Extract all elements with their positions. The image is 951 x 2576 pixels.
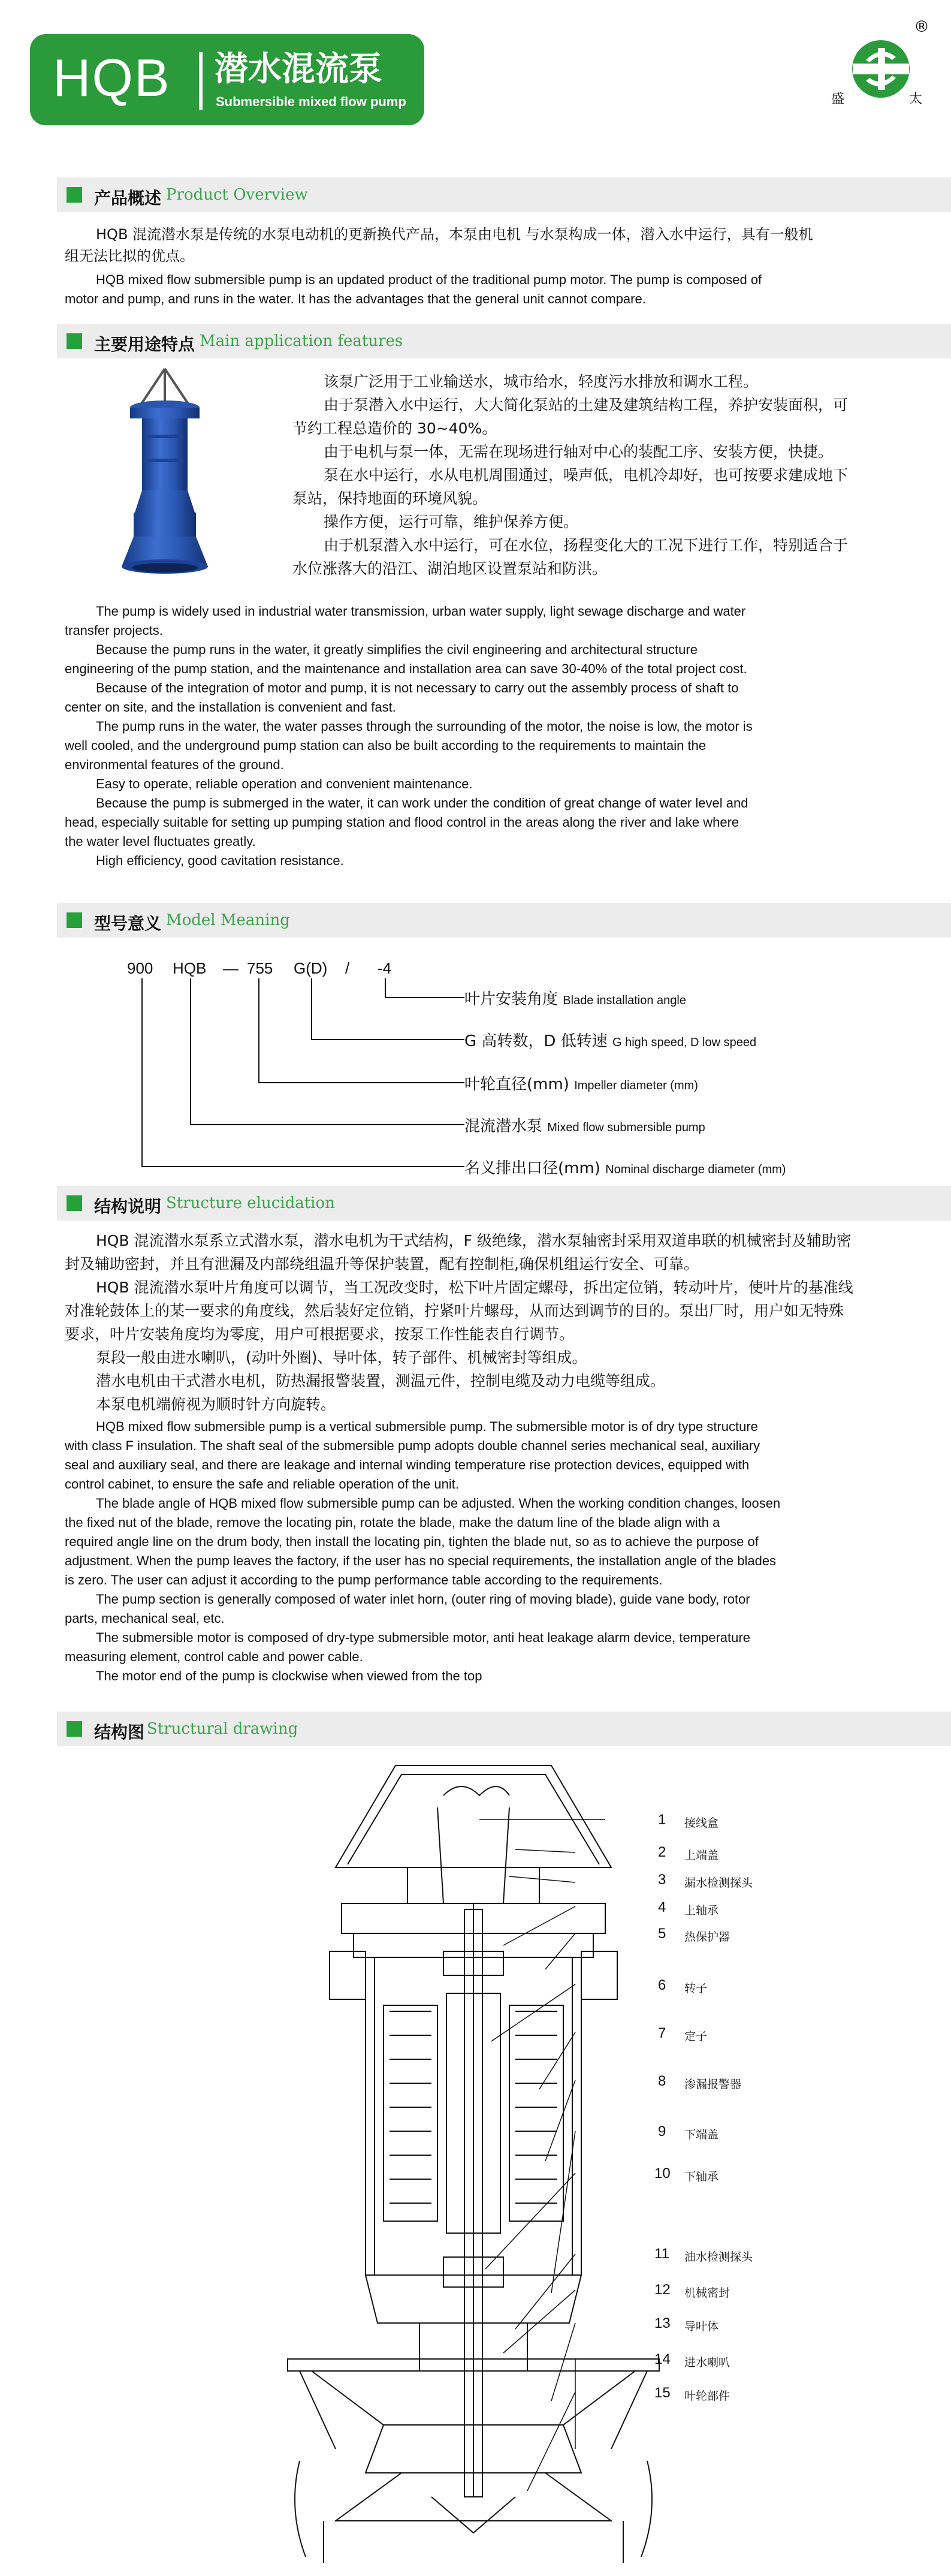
model-token-speed: G(D) xyxy=(294,959,328,977)
badge-divider xyxy=(199,52,203,110)
model-token-caliber: 900 xyxy=(127,959,153,977)
model-label-caliber-cn: 名义排出口径(mm) xyxy=(464,1159,600,1177)
structure-en-line-10: The pump section is generally composed of water inlet horn, (outer ring of moving blade), guide vane body, rotor xyxy=(96,1592,750,1607)
model-label-speed-en: G high speed, D low speed xyxy=(612,1036,757,1049)
model-label-caliber xyxy=(464,1156,786,1178)
part-number: 4 xyxy=(658,1899,666,1915)
structure-en-line-2: with class F insulation. The shaft seal of the submersible pump adopts double channel series mechanical seal, auxiliary xyxy=(65,1438,760,1453)
section-bar-structure xyxy=(57,1186,951,1221)
part-number: 12 xyxy=(654,2282,671,2298)
part-number: 8 xyxy=(658,2073,666,2089)
part-label: 下轴承 xyxy=(684,2170,719,2183)
section-title-en: Model Meaning xyxy=(166,911,290,929)
model-token-slash: / xyxy=(345,959,350,977)
model-label-type xyxy=(464,1114,705,1136)
features-en-line-2: transfer projects. xyxy=(65,623,163,638)
features-cn-line-4: 由于电机与泵一体，无需在现场进行轴对中心的装配工序、安装方便，快捷。 xyxy=(324,443,834,460)
structure-en-line-3: seal and auxiliary seal, and there are leakage and internal winding temperature rise protection devices, equipped with xyxy=(65,1457,750,1472)
structure-en-line-8: adjustment. When the pump leaves the factory, if the user has no special requirements, the installation angle of the blades xyxy=(65,1553,777,1568)
model-label-impeller-en: Impeller diameter (mm) xyxy=(574,1079,698,1092)
part-label: 渗漏报警器 xyxy=(684,2078,742,2091)
model-label-angle-en: Blade installation angle xyxy=(563,994,686,1007)
part-label: 接线盒 xyxy=(684,1816,719,1830)
overview-en-line-1: HQB mixed flow submersible pump is an updated product of the traditional pump motor. The pump is composed of xyxy=(96,272,762,287)
section-title-cn: 结构图 xyxy=(94,1722,145,1742)
model-token-impeller: 755 xyxy=(247,959,273,977)
model-token-angle: -4 xyxy=(378,959,392,977)
part-label: 转子 xyxy=(684,1982,708,1995)
product-title-cn: 潜水混流泵 xyxy=(215,50,382,89)
product-title-en: Submersible mixed flow pump xyxy=(216,94,406,109)
structure-cn-line-1: HQB 混流潜水泵系立式潜水泵，潜水电机为干式结构，F 级绝缘，潜水泵轴密封采用双道串联的机械密封及辅助密 xyxy=(96,1232,852,1249)
part-number: 9 xyxy=(658,2123,666,2140)
structure-en-line-14: The motor end of the pump is clockwise when viewed from the top xyxy=(96,1668,482,1683)
section-marker-icon xyxy=(67,333,82,349)
overview-cn-line-2: 组无法比拟的优点。 xyxy=(65,248,194,264)
part-number: 3 xyxy=(658,1872,666,1888)
part-label: 定子 xyxy=(684,2030,708,2043)
part-label: 导叶体 xyxy=(684,2320,719,2333)
part-number: 2 xyxy=(658,1844,666,1860)
features-en-line-6: center on site, and the installation is convenient and fast. xyxy=(65,700,396,715)
part-label: 进水喇叭 xyxy=(684,2356,730,2369)
structure-cn-line-6: 泵段一般由进水喇叭，(动叶外圈)、导叶体，转子部件、机械密封等组成。 xyxy=(96,1349,587,1366)
features-en-line-8: well cooled, and the underground pump station can also be built according to the requirements to maintain the xyxy=(65,738,707,753)
features-cn-line-1: 该泵广泛用于工业输送水，城市给水，轻度污水排放和调水工程。 xyxy=(324,373,759,390)
features-cn-line-9: 水位涨落大的沿江、湖泊地区设置泵站和防洪。 xyxy=(292,560,608,577)
section-bar-features xyxy=(57,324,951,358)
features-cn-line-3: 节约工程总造价的 30~40%。 xyxy=(292,420,497,437)
section-marker-icon xyxy=(67,1721,82,1737)
section-bar-model xyxy=(57,903,951,938)
part-number: 1 xyxy=(658,1812,666,1828)
part-label: 热保护器 xyxy=(684,1930,730,1944)
model-label-type-en: Mixed flow submersible pump xyxy=(547,1121,705,1134)
part-label: 漏水检测探头 xyxy=(684,1876,753,1890)
structure-en-line-9: is zero. The user can adjust it according to the pump performance table according to the requirements. xyxy=(65,1572,663,1587)
features-cn-line-2: 由于泵潜入水中运行，大大简化泵站的土建及建筑结构工程，养护安装面积，可 xyxy=(324,396,849,414)
structure-en-line-4: control cabinet, to ensure the safe and reliable operation of the unit. xyxy=(65,1477,459,1492)
section-marker-icon xyxy=(67,1195,82,1211)
part-number: 11 xyxy=(654,2246,669,2262)
structure-en-line-11: parts, mechanical seal, etc. xyxy=(65,1611,225,1626)
features-en-line-13: the water level fluctuates greatly. xyxy=(65,834,256,849)
section-marker-icon xyxy=(67,187,82,203)
structure-en-line-6: the fixed nut of the blade, remove the locating pin, rotate the blade, make the datum line of the blade align with a xyxy=(65,1515,720,1530)
part-label: 机械密封 xyxy=(684,2286,730,2300)
features-cn-line-5: 泵在水中运行，水从电机周围通过，噪声低，电机冷却好，也可按要求建成地下 xyxy=(324,466,849,484)
section-marker-icon xyxy=(67,912,82,928)
registered-mark: ® xyxy=(914,18,929,36)
structure-cn-line-3: HQB 混流潜水泵叶片角度可以调节，当工况改变时，松下叶片固定螺母，拆出定位销，转动叶片，使叶片的基准线 xyxy=(96,1279,853,1296)
features-en-line-12: head, especially suitable for setting up pumping station and flood control in the areas along the river and lake where xyxy=(65,815,739,830)
features-en-line-4: engineering of the pump station, and the maintenance and installation area can save 30-40% of the total project cost. xyxy=(65,661,747,676)
pump-product-image xyxy=(105,363,225,590)
part-number: 14 xyxy=(654,2351,671,2367)
part-number: 15 xyxy=(654,2385,671,2401)
part-number: 13 xyxy=(654,2315,671,2331)
logo-char-left: 盛 xyxy=(831,92,845,107)
features-en-line-3: Because the pump runs in the water, it greatly simplifies the civil engineering and architectural structure xyxy=(96,642,698,657)
model-label-speed-cn: G 高转数，D 低转速 xyxy=(464,1032,608,1050)
features-cn-line-8: 由于机泵潜入水中运行，可在水位，扬程变化大的工况下进行工作，特别适合于 xyxy=(324,537,849,554)
structure-en-line-5: The blade angle of HQB mixed flow submersible pump can be adjusted. When the working condition changes, loosen xyxy=(96,1496,781,1511)
features-en-line-14: High efficiency, good cavitation resistance. xyxy=(96,853,344,868)
part-number: 5 xyxy=(658,1926,666,1942)
features-cn-line-6: 泵站，保持地面的环境风貌。 xyxy=(292,490,488,507)
model-label-impeller xyxy=(464,1072,698,1094)
part-label: 叶轮部件 xyxy=(684,2390,730,2403)
structure-cn-line-7: 潜水电机由干式潜水电机，防热漏报警装置，测温元件，控制电缆及动力电缆等组成。 xyxy=(96,1372,666,1390)
model-label-type-cn: 混流潜水泵 xyxy=(464,1117,543,1135)
features-en-line-7: The pump runs in the water, the water passes through the surrounding of the motor, the noise is low, the motor is xyxy=(96,719,753,734)
structure-cn-line-5: 要求，叶片安装角度均为零度，用户可根据要求，按泵工作性能表自行调节。 xyxy=(65,1325,575,1343)
structure-cn-line-2: 封及辅助密封，并且有泄漏及内部绕组温升等保护装置，配有控制柜,确保机组运行安全、可靠。 xyxy=(65,1255,699,1273)
structure-en-line-13: measuring element, control cable and power cable. xyxy=(65,1649,363,1664)
section-bar-overview xyxy=(57,177,951,212)
part-number: 6 xyxy=(658,1977,666,1993)
part-number: 10 xyxy=(654,2165,671,2182)
section-title-en: Main application features xyxy=(200,332,403,350)
model-label-caliber-en: Nominal discharge diameter (mm) xyxy=(605,1163,786,1176)
structure-cn-line-8: 本泵电机端俯视为顺时针方向旋转。 xyxy=(96,1396,336,1413)
product-code: HQB xyxy=(53,48,171,107)
section-title-cn: 型号意义 xyxy=(94,914,162,933)
logo-mark-icon xyxy=(848,36,914,102)
features-en-line-1: The pump is widely used in industrial water transmission, urban water supply, light sewage discharge and water xyxy=(96,604,746,619)
model-label-speed xyxy=(464,1029,756,1051)
section-title-en: Product Overview xyxy=(166,186,308,204)
structure-en-line-7: required angle line on the drum body, then install the locating pin, tighten the blade nut, so as to achieve the purpose of xyxy=(65,1534,759,1549)
product-badge xyxy=(30,34,424,125)
structure-en-line-1: HQB mixed flow submersible pump is a vertical submersible pump. The submersible motor is of dry type structure xyxy=(96,1419,758,1434)
logo-char-right: 太 xyxy=(909,92,923,107)
part-label: 上轴承 xyxy=(684,1904,719,1917)
structure-cn-line-4: 对准轮鼓体上的某一要求的角度线，然后装好定位销，拧紧叶片螺母，从而达到调节的目的。泵出厂时，用户如无特殊 xyxy=(65,1302,844,1319)
section-title-cn: 主要用途特点 xyxy=(94,335,195,354)
structure-en-line-12: The submersible motor is composed of dry-type submersible motor, anti heat leakage alarm device, temperature xyxy=(96,1630,750,1645)
features-en-line-5: Because of the integration of motor and pump, it is not necessary to carry out the assembly process of shaft to xyxy=(96,680,739,695)
section-title-en: Structure elucidation xyxy=(166,1194,335,1212)
overview-cn-line-1: HQB 混流潜水泵是传统的水泵电动机的更新换代产品，本泵由电机 与水泵构成一体，潜入水中运行，具有一般机 xyxy=(96,226,813,243)
model-label-angle xyxy=(464,987,686,1009)
model-token-dash: — xyxy=(223,959,238,977)
company-logo xyxy=(824,18,938,126)
section-title-cn: 产品概述 xyxy=(94,188,162,208)
model-label-angle-cn: 叶片安装角度 xyxy=(464,990,558,1008)
overview-en-line-2: motor and pump, and runs in the water. It has the advantages that the general unit cannot compare. xyxy=(65,291,646,306)
part-label: 下端盖 xyxy=(684,2128,719,2141)
part-label: 上端盖 xyxy=(684,1849,719,1862)
section-bar-drawing xyxy=(57,1712,951,1746)
section-title-cn: 结构说明 xyxy=(94,1197,162,1216)
structural-drawing xyxy=(264,1754,695,2569)
section-title-en: Structural drawing xyxy=(147,1720,298,1738)
features-en-line-11: Because the pump is submerged in the water, it can work under the condition of great change of water level and xyxy=(96,796,748,811)
features-en-line-10: Easy to operate, reliable operation and convenient maintenance. xyxy=(96,776,473,791)
features-en-line-9: environmental features of the ground. xyxy=(65,757,284,772)
model-token-type: HQB xyxy=(173,959,207,977)
features-cn-line-7: 操作方便，运行可靠，维护保养方便。 xyxy=(324,513,579,531)
model-label-impeller-cn: 叶轮直径(mm) xyxy=(464,1075,569,1093)
part-number: 7 xyxy=(658,2025,666,2041)
part-label: 油水检测探头 xyxy=(684,2250,753,2264)
